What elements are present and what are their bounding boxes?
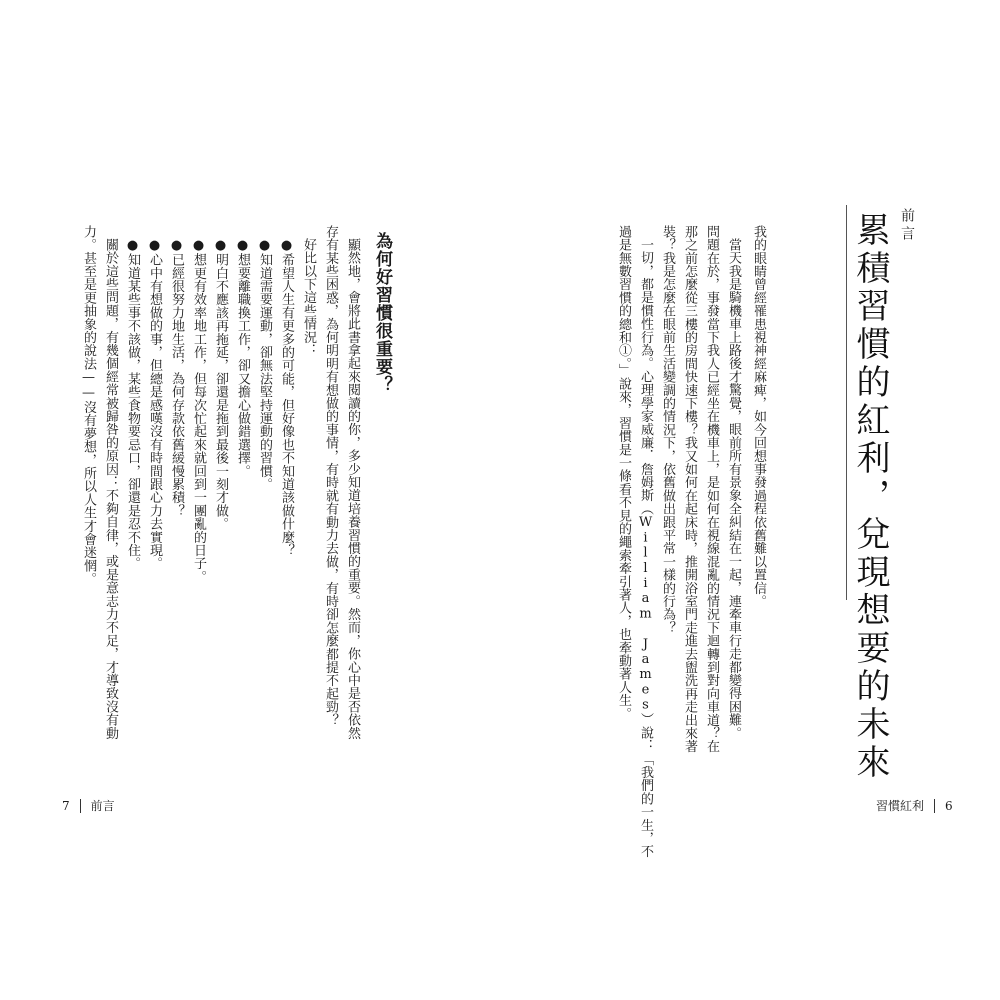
section-label: 前言 <box>899 208 915 244</box>
bullet-item: ●想更有效率地工作，但每次忙起來就回到一團亂的日子。 <box>191 238 206 584</box>
right-footer <box>876 797 953 814</box>
paragraph-line: 我的眼睛曾經罹患視神經麻痺，如今回想事發過程依舊難以置信。 <box>751 225 766 608</box>
closing-line: 力。甚至是更抽象的說法——沒有夢想，所以人生才會迷惘。 <box>81 225 96 586</box>
intro-line: 好比以下這些情況： <box>301 238 316 357</box>
page-number: 6 <box>945 798 953 813</box>
footer-divider <box>80 799 81 813</box>
paragraph-line: 裝？我是怎麼在眼前生活變調的情況下，依舊做出跟平常一樣的行為？ <box>660 225 675 635</box>
footer-divider <box>934 799 935 813</box>
bullet-item: ●明白不應該再拖延，卻還是拖到最後一刻才做。 <box>213 238 228 531</box>
page-number: 7 <box>62 798 70 813</box>
closing-line: 關於這些問題，有幾個經常被歸咎的原因：不夠自律，或是意志力不足，才導致沒有動 <box>103 238 118 740</box>
bullet-item: ●知道需要運動，卻無法堅持運動的習慣。 <box>257 238 272 491</box>
paragraph-line: 過是無數習慣的總和①。」說來，習慣是一條看不見的繩索牽引著人，也牽動著人生。 <box>616 225 631 721</box>
section-heading: 為何好習慣很重要？ <box>372 232 392 394</box>
bullet-item: ●心中有想做的事，但總是感嘆沒有時間跟心力去實現。 <box>147 238 162 570</box>
chapter-title: 累積習慣的紅利，兌現想要的未來 <box>850 212 890 782</box>
running-head: 習慣紅利 <box>876 799 925 813</box>
bullet-item: ●已經很努力地生活，為何存款依舊緩慢累積？ <box>169 238 184 518</box>
paragraph-line: 問題在於，事發當下我人已經坐在機車上，是如何在視線混亂的情況下迴轉到對向車道？在 <box>704 225 719 753</box>
paragraph-line: 當天我是騎機車上路後才驚覺，眼前所有景象全糾結在一起，連牽車行走都變得困難。 <box>726 238 741 740</box>
paragraph-line: 那之前怎麼從三樓的房間快速下樓？我又如何在起床時，推開浴室門走進去盥洗再走出來著 <box>682 225 697 753</box>
bullet-item: ●知道某些事不該做，某些食物要忌口，卻還是忍不住。 <box>125 238 140 570</box>
paragraph-line: 一切，都是慣性行為。心理學家威廉．詹姆斯（William James）說：「我們的一生，不 <box>638 238 653 858</box>
running-head: 前言 <box>90 799 115 813</box>
left-footer <box>62 797 115 814</box>
bullet-item: ●希望人生有更多的可能，但好像也不知道該做什麼？ <box>279 238 294 557</box>
intro-line: 存有某些困惑，為何明明有想做的事情，有時就有動力去做，有時卻怎麼都提不起勁？ <box>323 225 338 727</box>
title-divider <box>846 205 847 600</box>
intro-line: 顯然地，會將此書拿起來閱讀的你，多少知道培養習慣的重要。然而，你心中是否依然 <box>345 238 360 740</box>
bullet-item: ●想要離職換工作，卻又擔心做錯選擇。 <box>235 238 250 478</box>
